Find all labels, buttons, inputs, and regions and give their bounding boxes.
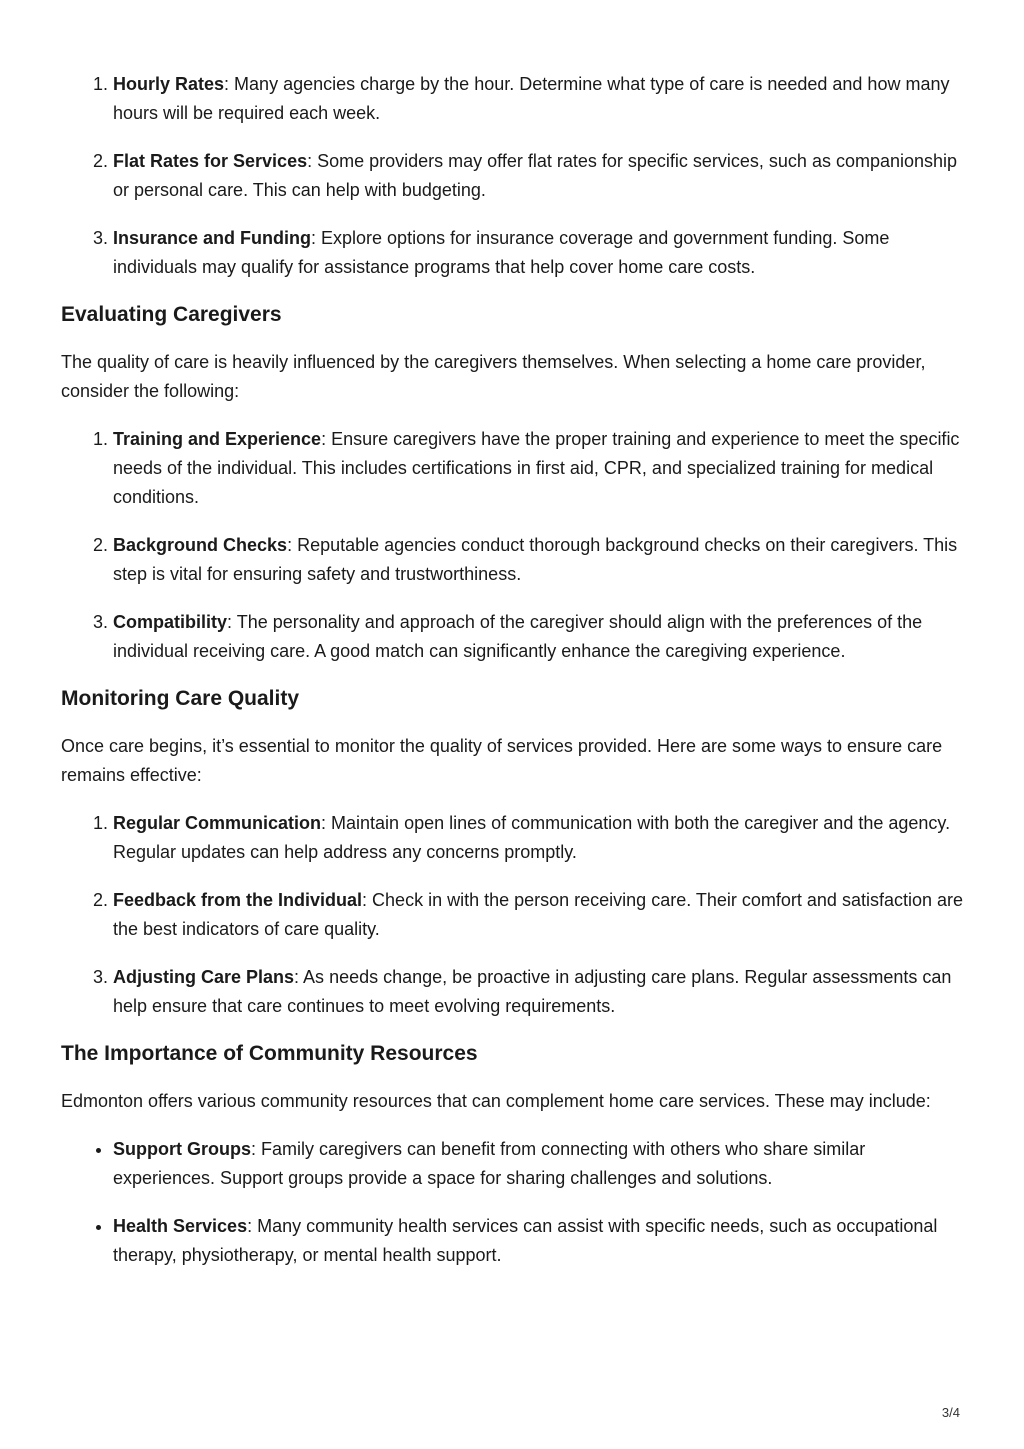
page-number: 3/4 [941,1405,960,1420]
list-item-title: Compatibility [113,612,228,632]
section-intro-community: Edmonton offers various community resources that can complement home care services. These may include: [61,1091,931,1111]
list-item [113,963,966,1021]
list-item-text: : Many community health services can assist with specific needs, such as occupational therapy, physiotherapy, or mental health support. [113,1216,938,1265]
list-item [113,70,966,128]
list-item [113,1212,966,1270]
section-intro-evaluating: The quality of care is heavily influenced by the caregivers themselves. When selecting a home care provider, consider the following: [61,352,926,401]
list-item-title: Background Checks [113,535,288,555]
community-list [61,1135,966,1270]
list-item-text: : As needs change, be proactive in adjusting care plans. Regular assessments can help ensure that care continues to meet evolving requirements. [113,967,952,1016]
section-intro-monitoring: Once care begins, it’s essential to monitor the quality of services provided. Here are some ways to ensure care remains effective: [61,736,943,785]
list-item [113,608,966,666]
monitoring-list [61,809,966,1021]
section-heading-monitoring: Monitoring Care Quality [61,687,300,710]
list-item [113,147,966,205]
evaluating-list [61,425,966,666]
list-item [113,886,966,944]
list-item [113,809,966,867]
list-item-title: Training and Experience [113,429,322,449]
list-item-text: : Explore options for insurance coverage and government funding. Some individuals may qualify for assistance programs that help cover home care costs. [113,228,890,277]
cost-list [61,70,966,282]
document-page [61,70,966,1289]
list-item [113,224,966,282]
list-item-title: Hourly Rates [113,74,225,94]
list-item-title: Support Groups [113,1139,251,1159]
list-item-text: : Many agencies charge by the hour. Determine what type of care is needed and how many hours will be required each week. [113,74,950,123]
list-item-title: Health Services [113,1216,248,1236]
list-item [113,425,966,512]
section-heading-evaluating: Evaluating Caregivers [61,303,282,326]
list-item-text: : Reputable agencies conduct thorough background checks on their caregivers. This step is vital for ensuring safety and trustworthiness. [113,535,958,584]
section-heading-community: The Importance of Community Resources [61,1042,478,1065]
list-item [113,531,966,589]
list-item [113,1135,966,1193]
list-item-title: Flat Rates for Services [113,151,308,171]
list-item-title: Regular Communication [113,813,322,833]
list-item-title: Adjusting Care Plans [113,967,295,987]
list-item-text: : Some providers may offer flat rates for specific services, such as companionship or personal care. This can help with budgeting. [113,151,958,200]
list-item-text: : Ensure caregivers have the proper training and experience to meet the specific needs of the individual. This includes certifications in first aid, CPR, and specialized training for medical conditions. [113,429,960,507]
list-item-title: Feedback from the Individual [113,890,363,910]
list-item-title: Insurance and Funding [113,228,312,248]
list-item-text: : Family caregivers can benefit from connecting with others who share similar experiences. Support groups provide a space for sharing challenges and solutions. [113,1139,866,1188]
list-item-text: : Check in with the person receiving care. Their comfort and satisfaction are the best indicators of care quality. [113,890,963,939]
list-item-text: : Maintain open lines of communication with both the caregiver and the agency. Regular updates can help address any concerns promptly. [113,813,951,862]
list-item-text: : The personality and approach of the caregiver should align with the preferences of the individual receiving care. A good match can significantly enhance the caregiving experience. [113,612,923,661]
